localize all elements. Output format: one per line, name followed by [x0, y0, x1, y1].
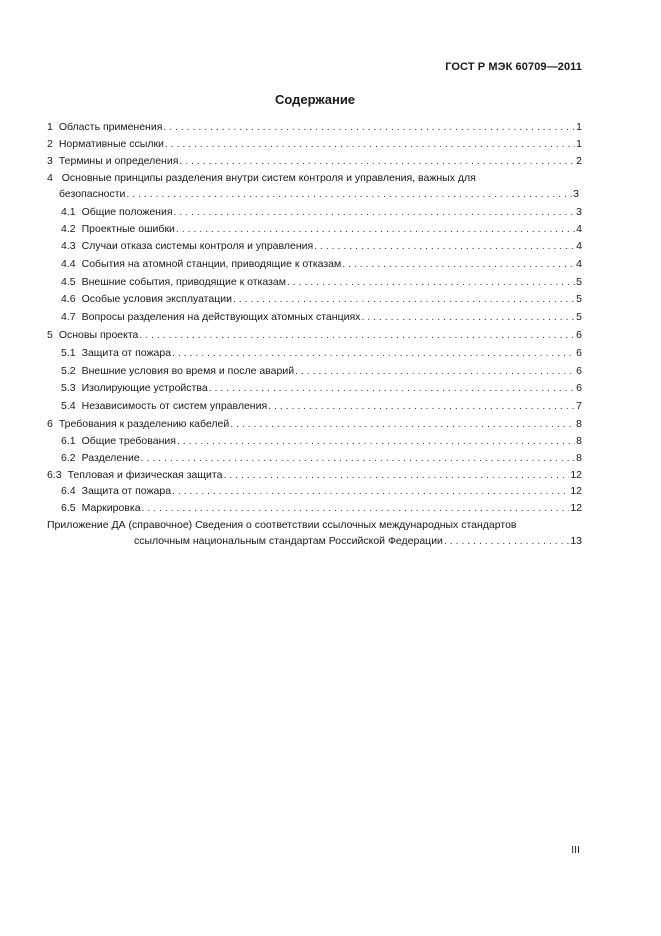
toc-entry-page: 12 — [570, 485, 582, 497]
toc-leader-dots — [295, 364, 575, 379]
toc-entry[interactable] — [47, 417, 582, 432]
toc-entry-number: 6.1 — [61, 435, 76, 447]
toc-entry-number: 6.5 — [61, 502, 76, 514]
toc-entry-label: Общие требования — [81, 435, 176, 447]
page-title: Содержание — [274, 92, 356, 107]
toc-entry-label: Случаи отказа системы контроля и управления — [81, 240, 314, 252]
toc-leader-dots — [139, 328, 575, 343]
toc-entry[interactable] — [61, 501, 582, 516]
toc-entry[interactable] — [61, 451, 582, 466]
toc-entry-number: 5 — [47, 329, 53, 341]
toc-entry-number: 5.3 — [61, 382, 76, 394]
toc-entry-page: 5 — [576, 276, 582, 288]
toc-entry[interactable] — [61, 239, 582, 254]
toc-entry-page: 3 — [573, 188, 579, 200]
toc-entry-label: Вопросы разделения на действующих атомных станциях — [81, 311, 361, 323]
toc-leader-dots — [287, 275, 575, 290]
toc-entry-number: 5.2 — [61, 365, 76, 377]
toc-entry-number: 3 — [47, 155, 53, 167]
toc-entry-number: 4.6 — [61, 293, 76, 305]
toc-entry[interactable] — [61, 484, 582, 499]
toc-leader-dots — [268, 399, 575, 414]
toc-entry[interactable] — [47, 120, 582, 135]
toc-leader-dots — [179, 154, 575, 169]
toc-entry-number: 4.4 — [61, 258, 76, 270]
toc-entry[interactable] — [61, 257, 582, 272]
toc-entry-number: 2 — [47, 138, 53, 150]
toc-entry-page: 4 — [576, 258, 582, 270]
toc-entry-label: Основы проекта — [58, 329, 139, 341]
toc-leader-dots — [163, 120, 575, 135]
toc-leader-dots — [126, 187, 572, 202]
toc-entry-page: 4 — [576, 240, 582, 252]
toc-entry-number: 4.1 — [61, 206, 76, 218]
toc-entry-page: 1 — [576, 138, 582, 150]
toc-entry-label: Нормативные ссылки — [58, 138, 164, 150]
toc-entry-label: безопасности — [59, 188, 126, 200]
toc-leader-dots — [176, 222, 575, 237]
toc-entry-page: 8 — [576, 435, 582, 447]
toc-entry-number: 5.4 — [61, 400, 76, 412]
toc-entry-page: 1 — [576, 121, 582, 133]
toc-entry-label: Требования к разделению кабелей — [58, 418, 230, 430]
toc-entry[interactable] — [61, 292, 582, 307]
toc-leader-dots — [230, 417, 575, 432]
toc-entry[interactable] — [61, 275, 582, 290]
document-header: ГОСТ Р МЭК 60709—2011 — [445, 61, 582, 73]
toc-entry-number: 4.3 — [61, 240, 76, 252]
toc-leader-dots — [314, 239, 575, 254]
toc-entry-page: 6 — [576, 365, 582, 377]
toc-leader-dots — [142, 501, 570, 516]
toc-entry-label: Область применения — [58, 121, 163, 133]
toc-entry[interactable] — [61, 222, 582, 237]
toc-leader-dots — [342, 257, 575, 272]
toc-entry[interactable] — [61, 310, 582, 325]
toc-leader-dots — [444, 534, 569, 549]
toc-leader-dots — [177, 434, 575, 449]
toc-entry[interactable] — [47, 154, 582, 169]
toc-entry[interactable] — [61, 434, 582, 449]
toc-entry-number: 6.4 — [61, 485, 76, 497]
toc-entry-label: Проектные ошибки — [81, 223, 175, 235]
toc-entry-number: 1 — [47, 121, 53, 133]
toc-entry-label: Общие положения — [81, 206, 173, 218]
toc-appendix-label: Приложение ДА (справочное) Сведения о соответствии ссылочных международных стандартов — [47, 519, 517, 531]
toc-entry-page: 5 — [576, 293, 582, 305]
toc-entry-continuation[interactable] — [59, 187, 585, 202]
toc-entry-page: 5 — [576, 311, 582, 323]
toc-entry-number: 4.7 — [61, 311, 76, 323]
toc-leader-dots — [174, 205, 576, 220]
toc-entry-page: 12 — [570, 469, 582, 481]
toc-entry-label: Защита от пожара — [81, 485, 172, 497]
toc-entry-page: 6 — [576, 329, 582, 341]
toc-entry-label: Разделение — [81, 452, 140, 464]
toc-leader-dots — [209, 381, 576, 396]
toc-entry-label: Внешние условия во время и после аварий — [81, 365, 295, 377]
toc-entry-page: 2 — [576, 155, 582, 167]
page-number: III — [571, 844, 580, 856]
toc-entry-label: Термины и определения — [58, 155, 179, 167]
toc-entry-number: 6.2 — [61, 452, 76, 464]
toc-leader-dots — [172, 484, 569, 499]
toc-entry-label: Независимость от систем управления — [81, 400, 268, 412]
toc-entry[interactable] — [61, 364, 582, 379]
toc-entry[interactable] — [47, 171, 476, 186]
toc-entry[interactable] — [61, 399, 582, 414]
toc-leader-dots — [223, 468, 569, 483]
toc-entry-page: 3 — [576, 206, 582, 218]
toc-leader-dots — [233, 292, 575, 307]
toc-entry-page: 4 — [576, 223, 582, 235]
toc-entry-page: 6 — [576, 347, 582, 359]
toc-leader-dots — [165, 137, 575, 152]
toc-entry-number: 4 — [47, 172, 53, 184]
toc-entry-number: 4.2 — [61, 223, 76, 235]
toc-entry[interactable] — [47, 468, 582, 483]
toc-entry[interactable] — [61, 346, 582, 361]
toc-entry[interactable] — [47, 137, 582, 152]
toc-leader-dots — [141, 451, 575, 466]
toc-entry-page: 13 — [570, 535, 582, 547]
toc-entry-label: События на атомной станции, приводящие к отказам — [81, 258, 342, 270]
toc-entry-label: Защита от пожара — [81, 347, 172, 359]
toc-entry-label: Маркировка — [81, 502, 141, 514]
toc-entry-label: Изолирующие устройства — [81, 382, 208, 394]
toc-appendix-continuation[interactable] — [134, 534, 582, 549]
toc-entry[interactable] — [61, 205, 582, 220]
toc-entry-page: 12 — [570, 502, 582, 514]
toc-entry-label: Тепловая и физическая защита — [67, 469, 223, 481]
toc-appendix-label-cont: ссылочным национальным стандартам Российской Федерации — [134, 535, 443, 547]
toc-entry-label: Внешние события, приводящие к отказам — [81, 276, 286, 288]
toc-entry-page: 7 — [576, 400, 582, 412]
toc-entry-number: 6.3 — [47, 469, 62, 481]
toc-entry-number: 5.1 — [61, 347, 76, 359]
toc-leader-dots — [172, 346, 575, 361]
toc-entry[interactable] — [61, 381, 582, 396]
toc-entry-page: 8 — [576, 418, 582, 430]
toc-entry-label: Основные принципы разделения внутри систем контроля и управления, важных для — [61, 172, 476, 184]
toc-entry-label: Особые условия эксплуатации — [81, 293, 232, 305]
toc-leader-dots — [361, 310, 575, 325]
toc-entry-page: 6 — [576, 382, 582, 394]
toc-entry[interactable] — [47, 328, 582, 343]
toc-entry-page: 8 — [576, 452, 582, 464]
toc-entry-number: 6 — [47, 418, 53, 430]
toc-entry-number: 4.5 — [61, 276, 76, 288]
toc-appendix-entry[interactable] — [47, 518, 517, 533]
